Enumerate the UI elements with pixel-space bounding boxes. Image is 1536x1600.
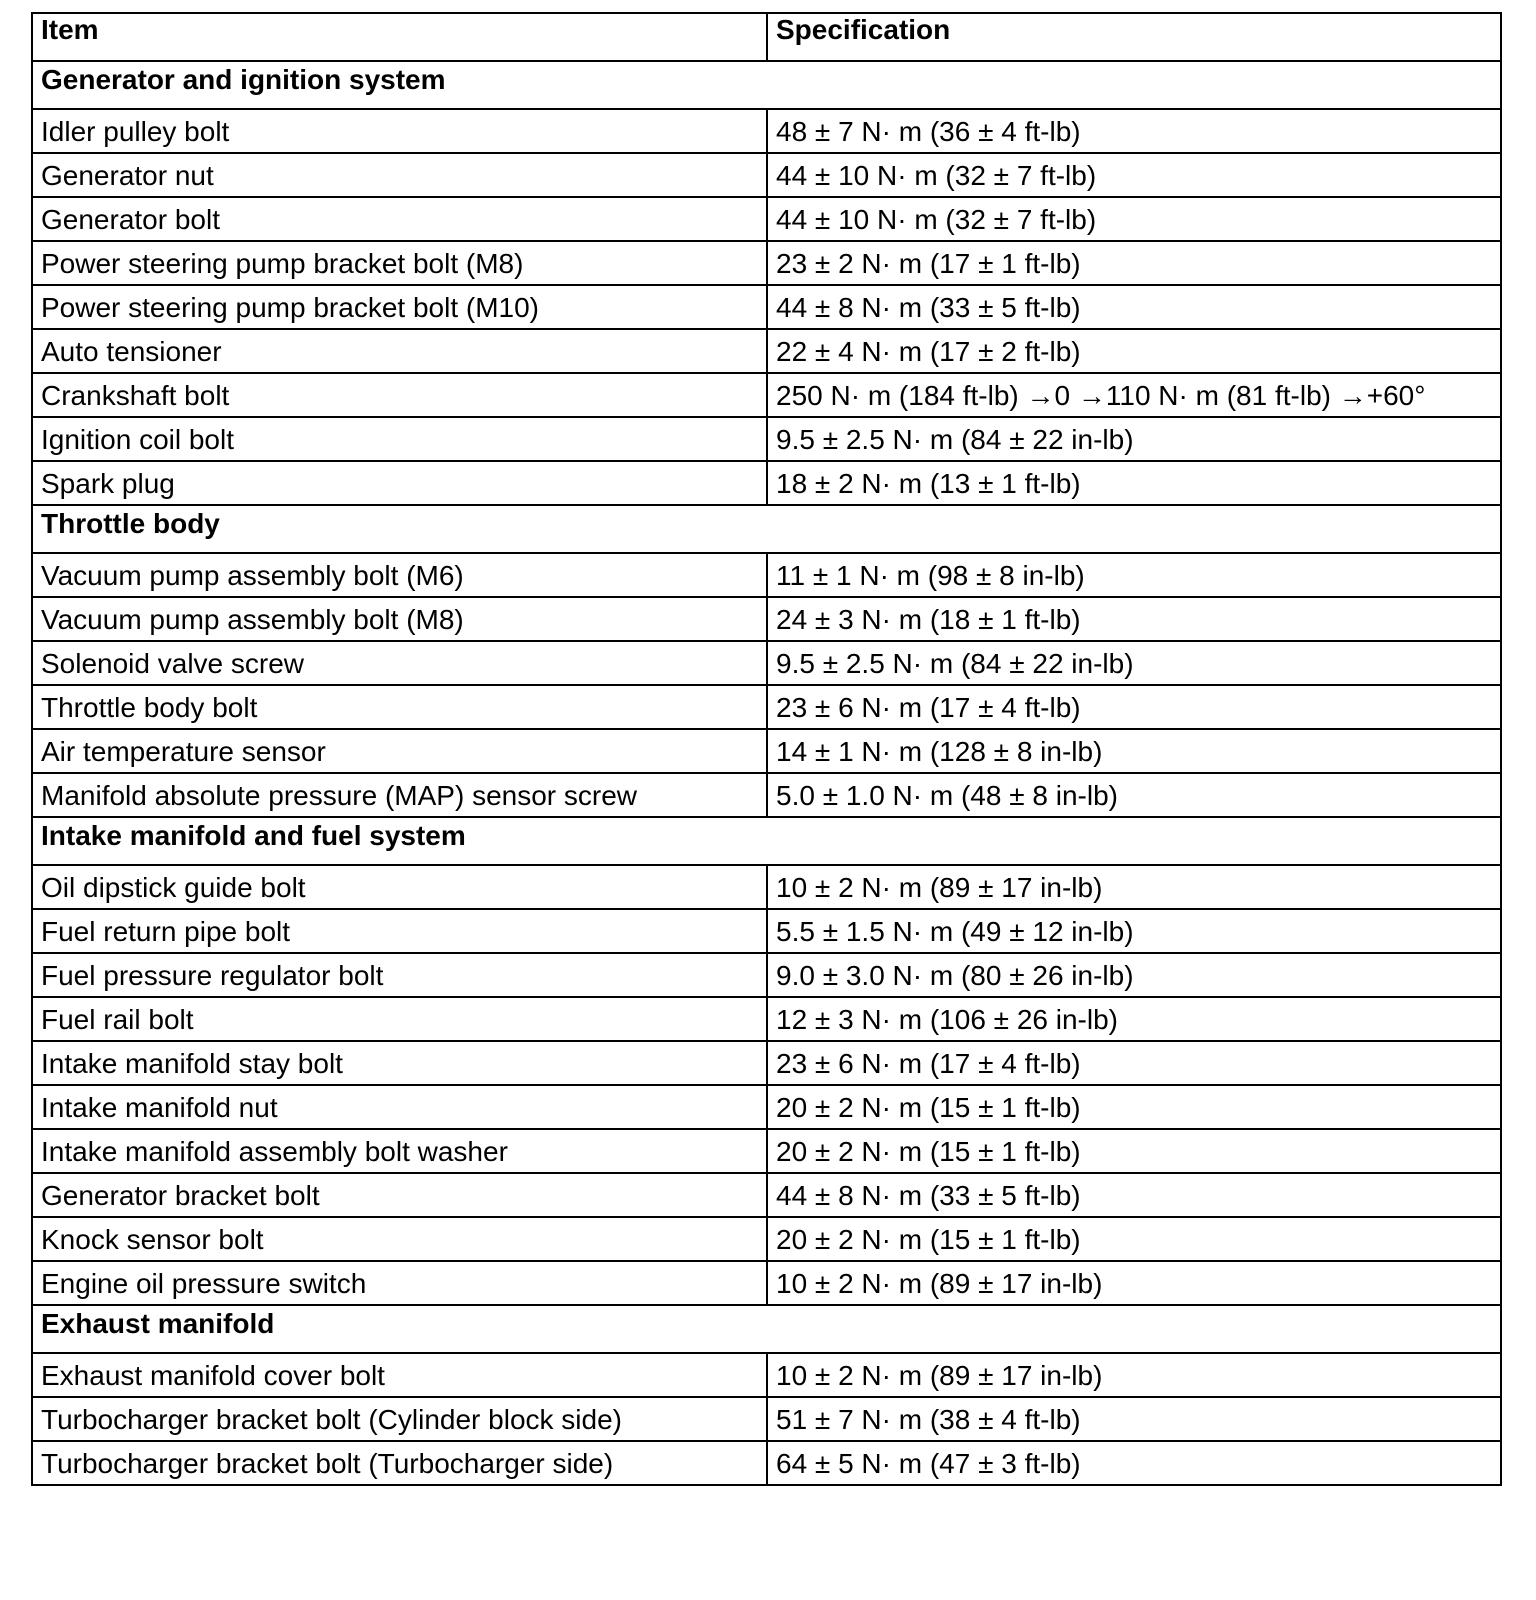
table-row: [32, 1353, 1501, 1397]
item-cell: Ignition coil bolt: [32, 417, 767, 461]
item-cell: Fuel return pipe bolt: [32, 909, 767, 953]
table-row: [32, 909, 1501, 953]
item-cell: Vacuum pump assembly bolt (M6): [32, 553, 767, 597]
column-header-item: Item: [32, 13, 767, 61]
specification-cell: 44 ± 10 N· m (32 ± 7 ft-lb): [767, 197, 1501, 241]
column-header-specification: Specification: [767, 13, 1501, 61]
item-cell: Generator bracket bolt: [32, 1173, 767, 1217]
section-title: Intake manifold and fuel system: [32, 817, 1501, 865]
table-row: [32, 461, 1501, 505]
specification-cell: 48 ± 7 N· m (36 ± 4 ft-lb): [767, 109, 1501, 153]
specification-cell: 9.5 ± 2.5 N· m (84 ± 22 in-lb): [767, 417, 1501, 461]
table-row: [32, 553, 1501, 597]
item-cell: Manifold absolute pressure (MAP) sensor screw: [32, 773, 767, 817]
section-title: Throttle body: [32, 505, 1501, 553]
table-row: [32, 773, 1501, 817]
section-header-row: [32, 1305, 1501, 1353]
item-cell: Throttle body bolt: [32, 685, 767, 729]
specification-cell: 250 N· m (184 ft-lb) →0 →110 N· m (81 ft-lb) →+60°: [767, 373, 1501, 417]
table-row: [32, 953, 1501, 997]
table-row: [32, 1261, 1501, 1305]
table-header-row: [32, 13, 1501, 61]
item-cell: Solenoid valve screw: [32, 641, 767, 685]
item-cell: Oil dipstick guide bolt: [32, 865, 767, 909]
item-cell: Turbocharger bracket bolt (Cylinder block side): [32, 1397, 767, 1441]
specification-cell: 23 ± 2 N· m (17 ± 1 ft-lb): [767, 241, 1501, 285]
table-row: [32, 729, 1501, 773]
table-row: [32, 865, 1501, 909]
item-cell: Generator bolt: [32, 197, 767, 241]
section-title: Exhaust manifold: [32, 1305, 1501, 1353]
torque-spec-table: [31, 12, 1502, 1486]
item-cell: Fuel pressure regulator bolt: [32, 953, 767, 997]
specification-cell: 11 ± 1 N· m (98 ± 8 in-lb): [767, 553, 1501, 597]
table-body: [32, 61, 1501, 1485]
item-cell: Intake manifold nut: [32, 1085, 767, 1129]
table-row: [32, 1441, 1501, 1485]
specification-cell: 9.0 ± 3.0 N· m (80 ± 26 in-lb): [767, 953, 1501, 997]
table-row: [32, 417, 1501, 461]
table-row: [32, 641, 1501, 685]
item-cell: Idler pulley bolt: [32, 109, 767, 153]
specification-cell: 44 ± 8 N· m (33 ± 5 ft-lb): [767, 1173, 1501, 1217]
item-cell: Power steering pump bracket bolt (M10): [32, 285, 767, 329]
table-row: [32, 1129, 1501, 1173]
table-row: [32, 197, 1501, 241]
specification-cell: 20 ± 2 N· m (15 ± 1 ft-lb): [767, 1217, 1501, 1261]
item-cell: Generator nut: [32, 153, 767, 197]
item-cell: Spark plug: [32, 461, 767, 505]
table-row: [32, 285, 1501, 329]
table-row: [32, 997, 1501, 1041]
specification-cell: 20 ± 2 N· m (15 ± 1 ft-lb): [767, 1129, 1501, 1173]
specification-cell: 24 ± 3 N· m (18 ± 1 ft-lb): [767, 597, 1501, 641]
section-header-row: [32, 817, 1501, 865]
table-row: [32, 1217, 1501, 1261]
specification-cell: 23 ± 6 N· m (17 ± 4 ft-lb): [767, 685, 1501, 729]
item-cell: Fuel rail bolt: [32, 997, 767, 1041]
item-cell: Power steering pump bracket bolt (M8): [32, 241, 767, 285]
specification-cell: 5.0 ± 1.0 N· m (48 ± 8 in-lb): [767, 773, 1501, 817]
table-row: [32, 597, 1501, 641]
table-row: [32, 153, 1501, 197]
item-cell: Turbocharger bracket bolt (Turbocharger side): [32, 1441, 767, 1485]
specification-cell: 12 ± 3 N· m (106 ± 26 in-lb): [767, 997, 1501, 1041]
item-cell: Auto tensioner: [32, 329, 767, 373]
item-cell: Knock sensor bolt: [32, 1217, 767, 1261]
table-row: [32, 373, 1501, 417]
specification-cell: 9.5 ± 2.5 N· m (84 ± 22 in-lb): [767, 641, 1501, 685]
section-header-row: [32, 505, 1501, 553]
specification-cell: 10 ± 2 N· m (89 ± 17 in-lb): [767, 1261, 1501, 1305]
specification-cell: 18 ± 2 N· m (13 ± 1 ft-lb): [767, 461, 1501, 505]
table-row: [32, 1173, 1501, 1217]
specification-cell: 14 ± 1 N· m (128 ± 8 in-lb): [767, 729, 1501, 773]
item-cell: Vacuum pump assembly bolt (M8): [32, 597, 767, 641]
specification-cell: 5.5 ± 1.5 N· m (49 ± 12 in-lb): [767, 909, 1501, 953]
specification-cell: 10 ± 2 N· m (89 ± 17 in-lb): [767, 865, 1501, 909]
specification-cell: 22 ± 4 N· m (17 ± 2 ft-lb): [767, 329, 1501, 373]
item-cell: Intake manifold assembly bolt washer: [32, 1129, 767, 1173]
table-row: [32, 241, 1501, 285]
table-row: [32, 109, 1501, 153]
specification-cell: 44 ± 8 N· m (33 ± 5 ft-lb): [767, 285, 1501, 329]
table-row: [32, 685, 1501, 729]
specification-cell: 51 ± 7 N· m (38 ± 4 ft-lb): [767, 1397, 1501, 1441]
specification-cell: 10 ± 2 N· m (89 ± 17 in-lb): [767, 1353, 1501, 1397]
table-row: [32, 1085, 1501, 1129]
table-row: [32, 329, 1501, 373]
item-cell: Intake manifold stay bolt: [32, 1041, 767, 1085]
item-cell: Air temperature sensor: [32, 729, 767, 773]
specification-cell: 20 ± 2 N· m (15 ± 1 ft-lb): [767, 1085, 1501, 1129]
item-cell: Engine oil pressure switch: [32, 1261, 767, 1305]
section-header-row: [32, 61, 1501, 109]
item-cell: Exhaust manifold cover bolt: [32, 1353, 767, 1397]
specification-cell: 44 ± 10 N· m (32 ± 7 ft-lb): [767, 153, 1501, 197]
section-title: Generator and ignition system: [32, 61, 1501, 109]
specification-cell: 64 ± 5 N· m (47 ± 3 ft-lb): [767, 1441, 1501, 1485]
table-row: [32, 1397, 1501, 1441]
item-cell: Crankshaft bolt: [32, 373, 767, 417]
table-row: [32, 1041, 1501, 1085]
specification-cell: 23 ± 6 N· m (17 ± 4 ft-lb): [767, 1041, 1501, 1085]
